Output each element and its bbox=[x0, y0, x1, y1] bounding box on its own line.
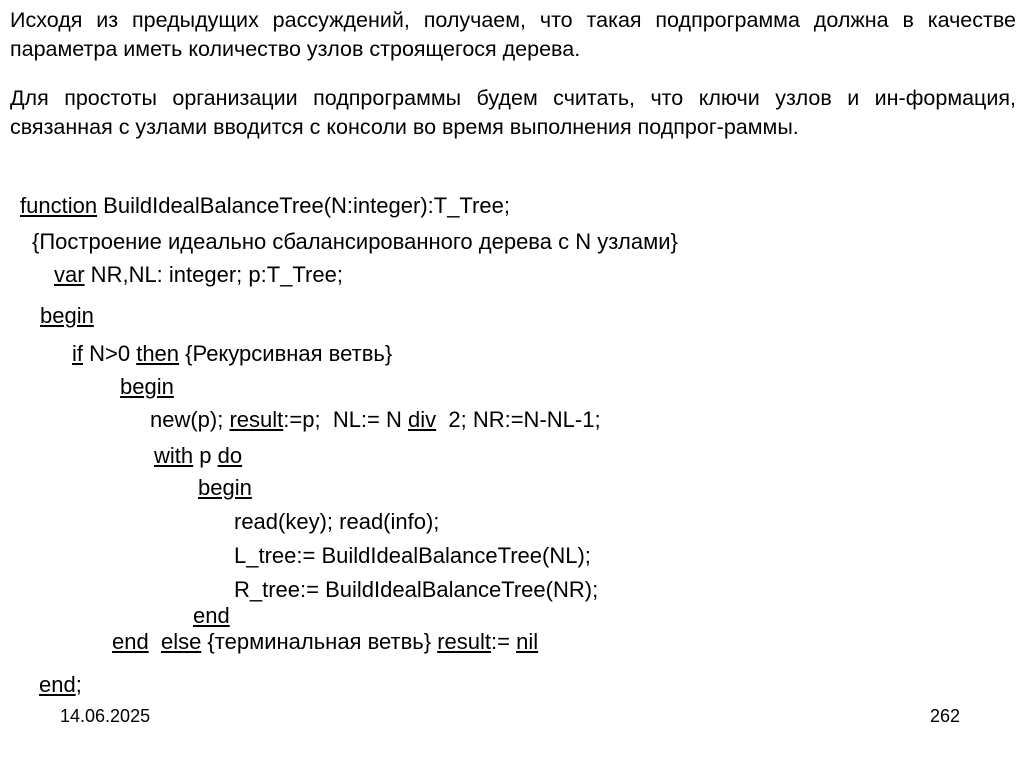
code-text: L_tree:= BuildIdealBalanceTree(NL); bbox=[234, 543, 591, 568]
keyword-then: then bbox=[136, 341, 180, 366]
code-text: NR,NL: integer; p:T_Tree; bbox=[84, 262, 343, 287]
keyword-begin: begin bbox=[120, 374, 174, 399]
code-line-begin-inner bbox=[120, 374, 174, 400]
code-text: read(key); read(info); bbox=[234, 509, 440, 534]
description-paragraph: Для простоты организации подпрограммы будем считать, что ключи узлов и ин-формация, связанная с узлами вводится с консоли во время выполнения подпрог-раммы. bbox=[10, 86, 1016, 139]
code-text bbox=[149, 629, 161, 654]
code-line-new bbox=[150, 407, 601, 433]
keyword-end: end bbox=[39, 672, 76, 697]
code-line-read bbox=[234, 509, 439, 535]
code-text: 2; NR:=N-NL-1; bbox=[436, 407, 601, 432]
code-line-begin-with bbox=[198, 475, 252, 501]
code-comment: {Построение идеально сбалансированного дерева с N узлами} bbox=[32, 229, 678, 254]
code-text: N>0 bbox=[83, 341, 137, 366]
code-line-begin bbox=[40, 303, 94, 329]
page-number: 262 bbox=[930, 706, 961, 726]
code-text: R_tree:= BuildIdealBalanceTree(NR); bbox=[234, 577, 599, 602]
code-text: BuildIdealBalanceTree(N:integer):T_Tree; bbox=[97, 193, 510, 218]
keyword-div: div bbox=[408, 407, 437, 432]
code-line-end-else bbox=[112, 629, 538, 655]
keyword-begin: begin bbox=[40, 303, 94, 328]
code-line-function-header bbox=[20, 193, 510, 219]
code-line-r-tree bbox=[234, 577, 598, 603]
code-text: new(p); bbox=[150, 407, 230, 432]
code-text: :=p; NL:= N bbox=[283, 407, 409, 432]
code-text: ; bbox=[75, 672, 82, 697]
intro-paragraph: Исходя из предыдущих рассуждений, получаем, что такая подпрограмма должна в качестве параметра иметь количество узлов строящегося дерева. bbox=[10, 8, 1016, 61]
keyword-var: var bbox=[54, 262, 85, 287]
keyword-end: end bbox=[193, 603, 230, 628]
code-comment: {Рекурсивная ветвь} bbox=[179, 341, 393, 366]
code-line-end-final bbox=[39, 672, 82, 698]
keyword-function: function bbox=[20, 193, 98, 218]
code-line-end-with bbox=[193, 603, 230, 629]
keyword-begin: begin bbox=[198, 475, 252, 500]
keyword-nil: nil bbox=[516, 629, 539, 654]
code-line-var bbox=[54, 262, 343, 288]
code-text: p bbox=[193, 443, 218, 468]
keyword-result: result bbox=[229, 407, 284, 432]
code-line-if bbox=[72, 341, 392, 367]
keyword-end: end bbox=[112, 629, 149, 654]
keyword-if: if bbox=[72, 341, 83, 366]
keyword-with: with bbox=[154, 443, 194, 468]
code-comment: {терминальная ветвь} bbox=[201, 629, 438, 654]
code-line-comment bbox=[32, 229, 678, 255]
code-line-l-tree bbox=[234, 543, 591, 569]
footer-date: 14.06.2025 bbox=[60, 706, 151, 726]
code-text: := bbox=[491, 629, 517, 654]
keyword-do: do bbox=[217, 443, 243, 468]
code-line-with bbox=[154, 443, 242, 469]
keyword-result: result bbox=[437, 629, 492, 654]
keyword-else: else bbox=[160, 629, 202, 654]
